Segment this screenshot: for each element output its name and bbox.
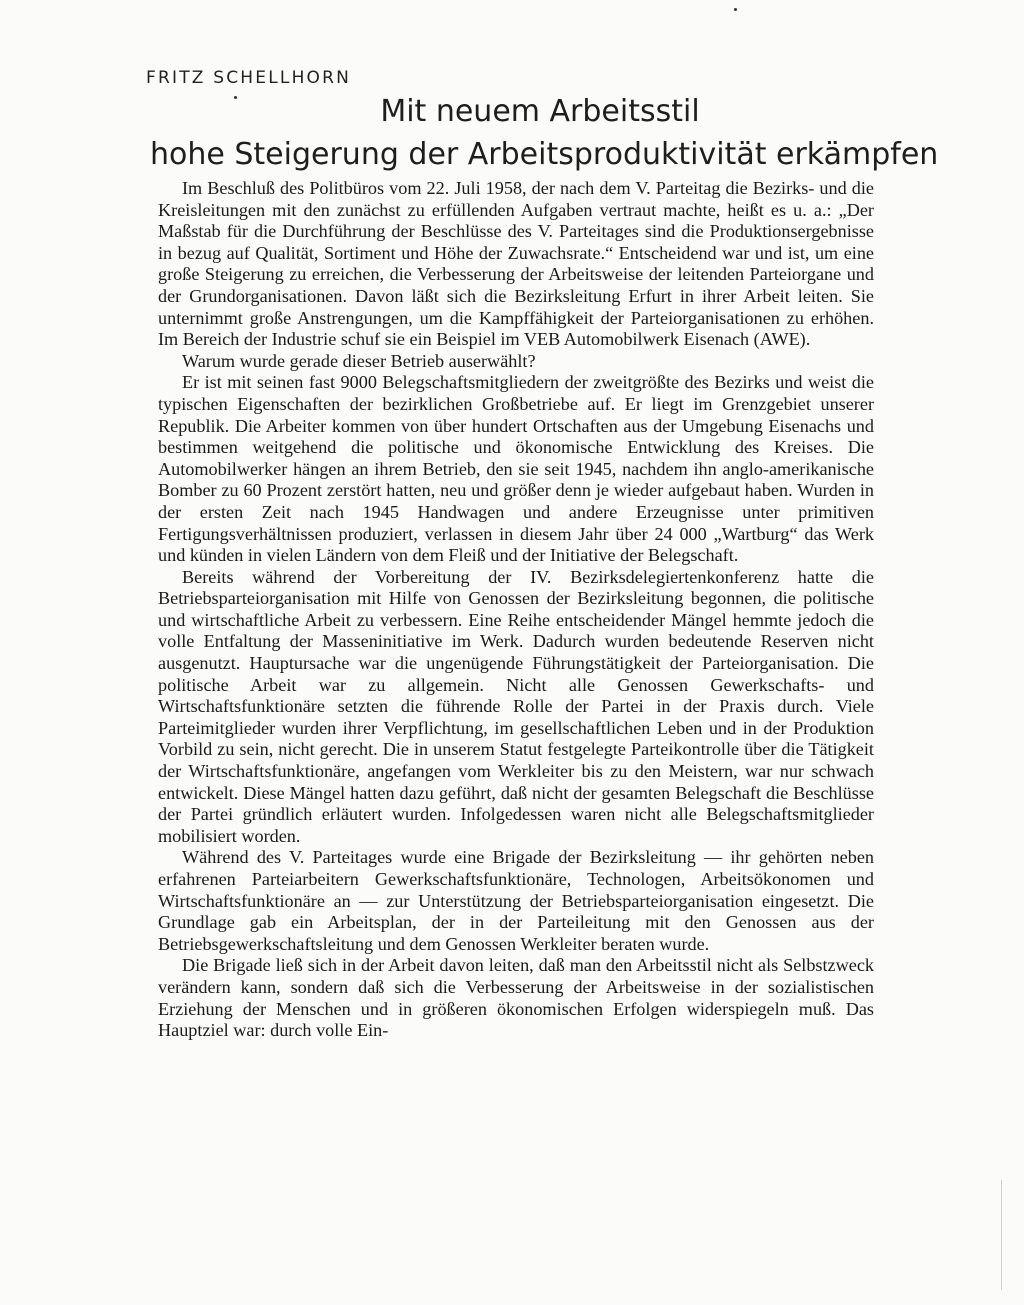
article-body [158, 178, 874, 1042]
ink-speck [734, 8, 737, 11]
paragraph: Im Beschluß des Politbüros vom 22. Juli 1958, der nach dem V. Parteitag die Bezirks- und die Kreisleitungen mit den zunächst zu erfüllenden Aufgaben vertraut machte, heißt es u. a.: „Der Maßstab für die Durchführung der Beschlüsse des V. Parteitages sind die Produktionsergebnisse in bezug auf Qualität, Sortiment und Höhe der Zuwachsrate.“ Entscheidend war und ist, um eine große Steigerung zu erreichen, die Verbesserung der Arbeitsweise der leitenden Parteiorgane und der Grundorganisationen. Davon läßt sich die Bezirksleitung Erfurt in ihrer Arbeit leiten. Sie unternimmt große Anstrengungen, um die Kampffähigkeit der Parteiorganisationen zu erhöhen. Im Bereich der Industrie schuf sie ein Beispiel im VEB Automobilwerk Eisenach (AWE). [158, 178, 874, 350]
author-name: FRITZ SCHELLHORN [146, 68, 352, 88]
title-line-2: hohe Steigerung der Arbeitsproduktivität erkämpfen [150, 137, 939, 172]
paragraph: Bereits während der Vorbereitung der IV. Bezirksdelegiertenkonferenz hatte die Betriebsparteiorganisation mit Hilfe von Genossen der Bezirksleitung begonnen, die politische und wirtschaftliche Arbeit zu verbessern. Eine Reihe entscheidender Mängel hemmte jedoch die volle Entfaltung der Masseninitiative im Werk. Dadurch wurden bedeutende Reserven nicht ausgenutzt. Hauptursache war die ungenügende Führungstätigkeit der Parteiorganisation. Die politische Arbeit war zu allgemein. Nicht alle Genossen Gewerkschafts- und Wirtschaftsfunktionäre setzten die führende Rolle der Partei in der Praxis durch. Viele Parteimitglieder wurden ihrer Verpflichtung, im gesellschaftlichen Leben und in der Produktion Vorbild zu sein, nicht gerecht. Die in unserem Statut festgelegte Parteikontrolle über die Tätigkeit der Wirtschaftsfunktionäre, angefangen vom Werkleiter bis zu den Meistern, war nur schwach entwickelt. Diese Mängel hatten dazu geführt, daß nicht der gesamten Belegschaft die Beschlüsse der Partei gründlich erläutert wurden. Infolgedessen waren nicht alle Belegschaftsmitglieder mobilisiert worden. [158, 566, 874, 846]
paragraph: Die Brigade ließ sich in der Arbeit davon leiten, daß man den Arbeitsstil nicht als Selbstzweck verändern kann, sondern daß sich die Verbesserung der Arbeitsweise in der sozialistischen Erziehung der Menschen und in größeren ökonomischen Erfolgen widerspiegeln muß. Das Hauptziel war: durch volle Ein- [158, 955, 874, 1041]
title-line-1: Mit neuem Arbeitsstil [380, 94, 700, 129]
scan-edge-mark [1001, 1180, 1002, 1290]
paragraph: Er ist mit seinen fast 9000 Belegschaftsmitgliedern der zweitgrößte des Bezirks und weist die typischen Eigenschaften der bezirklichen Großbetriebe auf. Er liegt im Grenzgebiet unserer Republik. Die Arbeiter kommen von über hundert Ortschaften aus der Umgebung Eisenachs und bestimmen weitgehend die politische und ökonomische Entwicklung des Kreises. Die Automobilwerker hängen an ihrem Betrieb, den sie seit 1945, nachdem ihn anglo-amerikanische Bomber zu 60 Prozent zerstört hatten, neu und größer denn je wieder aufgebaut haben. Wurden in der ersten Zeit nach 1945 Handwagen und andere Erzeugnisse unter primitiven Fertigungsverhältnissen produziert, verlassen in diesem Jahr über 24 000 „Wartburg“ das Werk und künden in vielen Ländern von dem Fleiß und der Initiative der Belegschaft. [158, 372, 874, 566]
paragraph: Warum wurde gerade dieser Betrieb auserwählt? [182, 350, 536, 371]
article-title [150, 92, 939, 176]
paragraph: Während des V. Parteitages wurde eine Brigade der Bezirksleitung — ihr gehörten neben erfahrenen Parteiarbeitern Gewerkschaftsfunktionäre, Technologen, Arbeitsökonomen und Wirtschaftsfunktionäre an — zur Unterstützung der Betriebsparteiorganisation eingesetzt. Die Grundlage gab ein Arbeitsplan, der in der Parteileitung mit den Genossen aus der Betriebsgewerkschaftsleitung und dem Genossen Werkleiter beraten wurde. [158, 847, 874, 954]
